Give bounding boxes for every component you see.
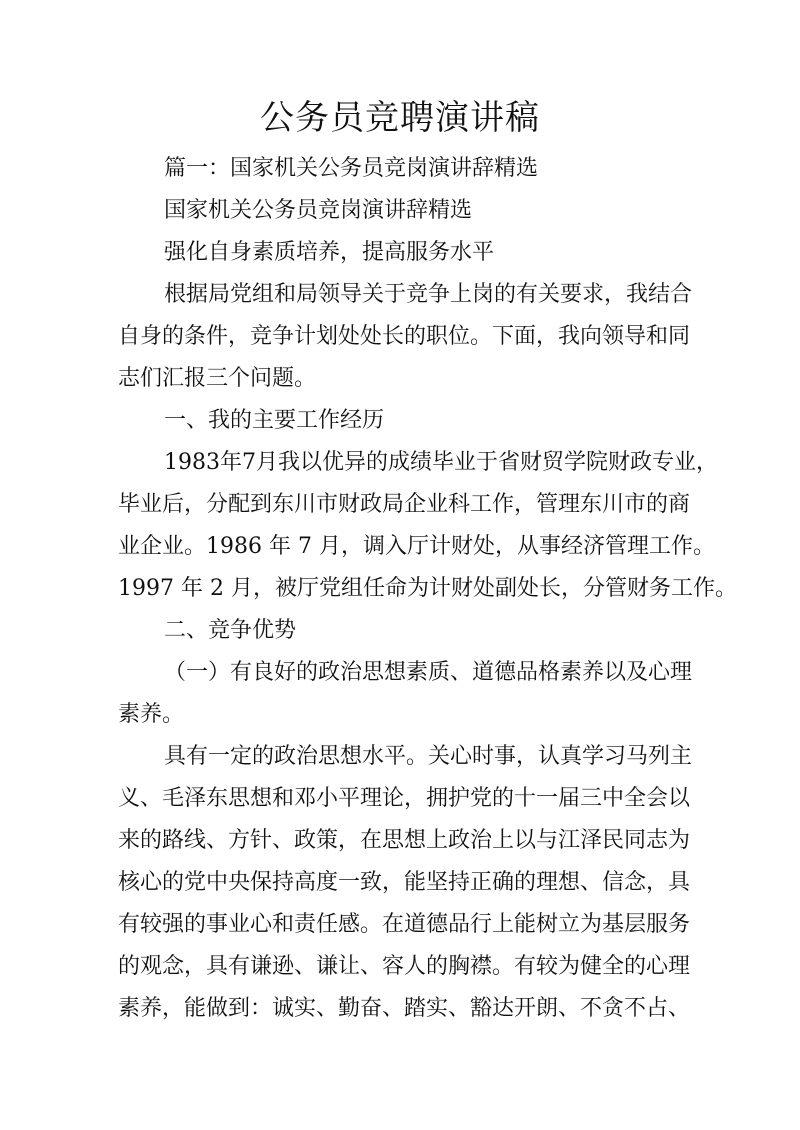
paragraph-line: 核心的党中央保持高度一致，能坚持正确的理想、信念，具 [118, 870, 691, 895]
paragraph-line: 1997 年 2 月，被厅党组任命为计财处副处长，分管财务工作。 [118, 576, 737, 601]
section-heading: 篇一：国家机关公务员竞岗演讲辞精选 [164, 156, 539, 181]
paragraph-line: 有较强的事业心和责任感。在道德品行上能树立为基层服务 [118, 912, 691, 937]
document-title: 公务员竞聘演讲稿 [260, 98, 540, 138]
subtitle: 强化自身素质培养，提高服务水平 [164, 240, 495, 265]
paragraph-line: 素养，能做到：诚实、勤奋、踏实、豁达开朗、不贪不占、 [118, 996, 691, 1021]
section-heading: 一、我的主要工作经历 [164, 408, 385, 433]
paragraph-line: 具有一定的政治思想水平。关心时事，认真学习马列主 [164, 744, 693, 769]
subtitle: 国家机关公务员竞岗演讲辞精选 [164, 198, 473, 223]
paragraph-line: 来的路线、方针、政策，在思想上政治上以与江泽民同志为 [118, 828, 691, 853]
paragraph-line: 素养。 [118, 702, 185, 727]
paragraph-line: 业企业。1986 年 7 月，调入厅计财处，从事经济管理工作。 [118, 534, 715, 559]
paragraph-line: 义、毛泽东思想和邓小平理论，拥护党的十一届三中全会以 [118, 786, 691, 811]
paragraph-line: 根据局党组和局领导关于竞争上岗的有关要求，我结合 [164, 282, 693, 307]
paragraph-line: 自身的条件，竞争计划处处长的职位。下面，我向领导和同 [118, 324, 691, 349]
paragraph-line: 毕业后，分配到东川市财政局企业科工作，管理东川市的商 [118, 492, 691, 517]
paragraph-line: （一）有良好的政治思想素质、道德品格素养以及心理 [164, 660, 693, 685]
paragraph-line: 志们汇报三个问题。 [118, 366, 317, 391]
section-heading: 二、竞争优势 [164, 618, 297, 643]
document-body [118, 150, 737, 1026]
paragraph-line: 的观念，具有谦逊、谦让、容人的胸襟。有较为健全的心理 [118, 954, 691, 979]
paragraph-line: 1983年7月我以优异的成绩毕业于省财贸学院财政专业， [164, 450, 718, 475]
